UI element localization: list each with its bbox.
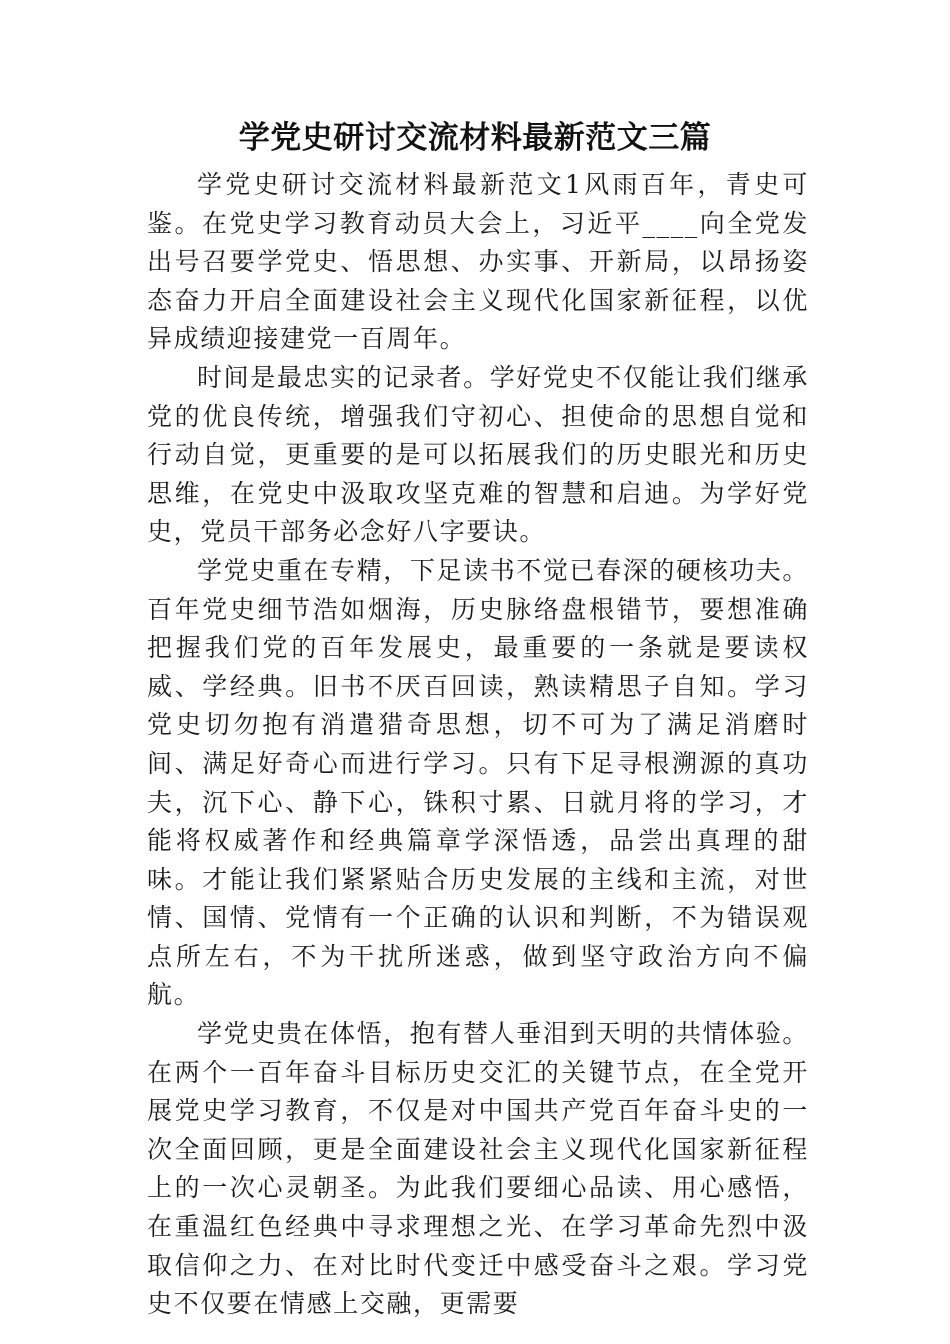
document-title: 学党史研讨交流材料最新范文三篇 [238,120,712,156]
paragraph-2: 时间是最忠实的记录者。学好党史不仅能让我们继承党的优良传统，增强我们守初心、担使命的思想自觉和行动自觉，更重要的是可以拓展我们的历史眼光和历史思维，在党史中汲取攻坚克难的智慧和启迪。为学好党史，党员干部务必念好八字要诀。 [147,362,809,547]
paragraph-4: 学党史贵在体悟，抱有替人垂泪到天明的共情体验。在两个一百年奋斗目标历史交汇的关键节点，在全党开展党史学习教育，不仅是对中国共产党百年奋斗史的一次全面回顾，更是全面建设社会主义现代化国家新征程上的一次心灵朝圣。为此我们要细心品读、用心感悟，在重温红色经典中寻求理想之光、在学习革命先烈中汲取信仰之力、在对比时代变迁中感受奋斗之艰。学习党史不仅要在情感上交融，更需要 [147,1019,809,1319]
paragraph-3: 学党史重在专精，下足读书不觉已春深的硬核功夫。百年党史细节浩如烟海，历史脉络盘根错节，要想准确把握我们党的百年发展史，最重要的一条就是要读权威、学经典。旧书不厌百回读，熟读精思子自知。学习党史切勿抱有消遣猎奇思想，切不可为了满足消磨时间、满足好奇心而进行学习。只有下足寻根溯源的真功夫，沉下心、静下心，铢积寸累、日就月将的学习，才能将权威著作和经典篇章学深悟透，品尝出真理的甜味。才能让我们紧紧贴合历史发展的主线和主流，对世情、国情、党情有一个正确的认识和判断，不为错误观点所左右，不为干扰所迷惑，做到坚守政治方向不偏航。 [147,555,809,1010]
document-body [147,166,809,1324]
paragraph-1: 学党史研讨交流材料最新范文1风雨百年，青史可鉴。在党史学习教育动员大会上，习近平____向全党发出号召要学党史、悟思想、办实事、开新局，以昂扬姿态奋力开启全面建设社会主义现代化国家新征程，以优异成绩迎接建党一百周年。 [147,170,809,354]
